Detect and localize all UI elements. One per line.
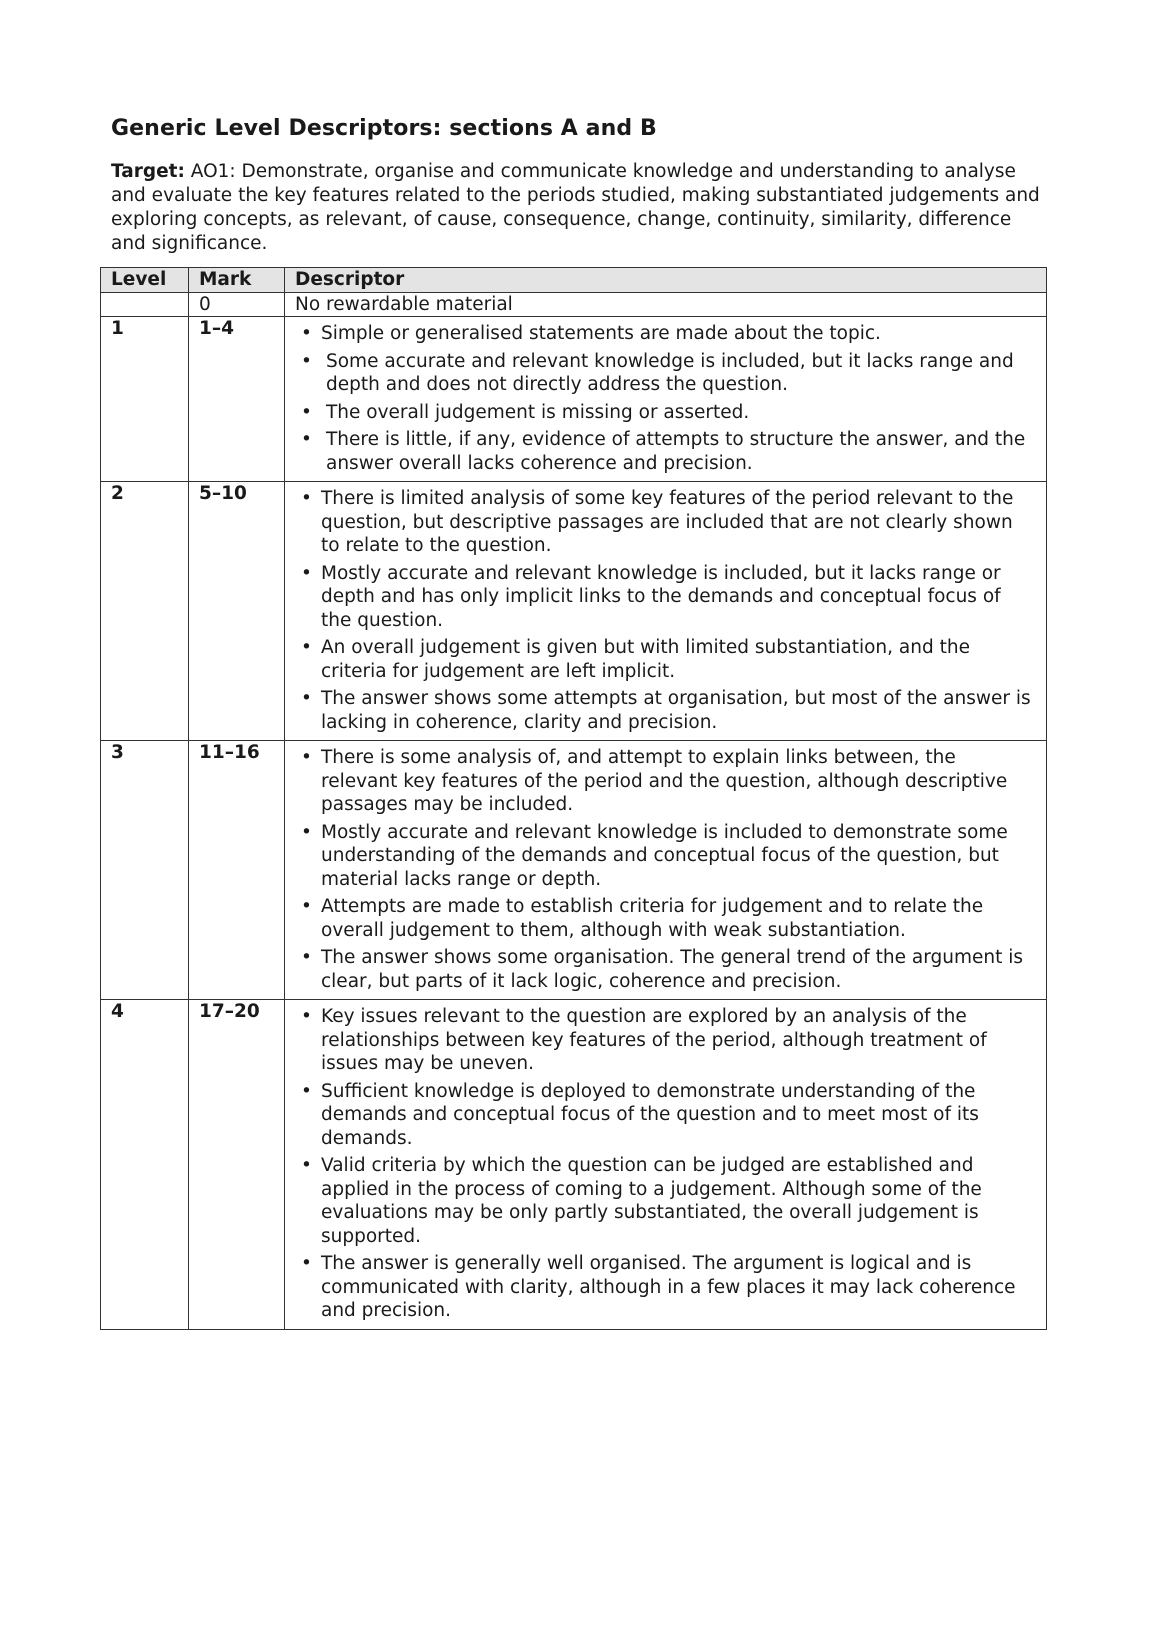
- table-header-row: [101, 268, 1047, 293]
- level-cell: 4: [101, 1000, 189, 1330]
- descriptor-item: • There is some analysis of, and attempt to explain links between, the relevant key features of the period and the question, although descriptive passages may be included.: [295, 746, 1036, 817]
- descriptor-cell: No rewardable material: [285, 292, 1047, 317]
- mark-cell: 0: [189, 292, 285, 317]
- descriptor-item: • There is little, if any, evidence of attempts to structure the answer, and the answer overall lacks coherence and precision.: [295, 428, 1036, 475]
- descriptor-item: • An overall judgement is given but with limited substantiation, and the criteria for judgement are left implicit.: [295, 636, 1036, 683]
- target-label: Target:: [111, 161, 185, 182]
- table-row-level-1: [101, 317, 1047, 482]
- table-row-level-3: [101, 741, 1047, 1000]
- descriptor-item: • Attempts are made to establish criteria for judgement and to relate the overall judgement to them, although with weak substantiation.: [295, 895, 1036, 942]
- descriptor-item: • The answer is generally well organised. The argument is logical and is communicated with clarity, although in a few places it may lack coherence and precision.: [295, 1252, 1036, 1323]
- descriptor-item: • There is limited analysis of some key features of the period relevant to the question, but descriptive passages are included that are not clearly shown to relate to the question.: [295, 487, 1036, 558]
- page-heading: Generic Level Descriptors: sections A and B: [111, 116, 657, 141]
- level-cell: 3: [101, 741, 189, 1000]
- descriptor-cell: [285, 741, 1047, 1000]
- descriptor-item: • Sufficient knowledge is deployed to demonstrate understanding of the demands and conceptual focus of the question and to meet most of its demands.: [295, 1080, 1036, 1151]
- descriptor-cell: [285, 317, 1047, 482]
- table-row-level-4: [101, 1000, 1047, 1330]
- level-cell: [101, 292, 189, 317]
- level-descriptors-table: [100, 267, 1047, 1330]
- descriptor-list: [295, 317, 1036, 481]
- descriptor-item: • The answer shows some organisation. The general trend of the argument is clear, but parts of it lack logic, coherence and precision.: [295, 946, 1036, 993]
- mark-cell: 17–20: [189, 1000, 285, 1330]
- mark-cell: 11–16: [189, 741, 285, 1000]
- descriptor-item: • Some accurate and relevant knowledge is included, but it lacks range and depth and does not directly address the question.: [295, 350, 1036, 397]
- descriptor-item: • The answer shows some attempts at organisation, but most of the answer is lacking in coherence, clarity and precision.: [295, 687, 1036, 734]
- table-row-level-2: [101, 482, 1047, 741]
- descriptor-item: • Key issues relevant to the question are explored by an analysis of the relationships between key features of the period, although treatment of issues may be uneven.: [295, 1005, 1036, 1076]
- descriptor-item: • The overall judgement is missing or asserted.: [295, 401, 1036, 425]
- descriptor-item: • Valid criteria by which the question can be judged are established and applied in the process of coming to a judgement. Although some of the evaluations may be only partly substantiated, the overall judgement is supported.: [295, 1154, 1036, 1248]
- descriptor-cell: [285, 1000, 1047, 1330]
- descriptor-item: • Mostly accurate and relevant knowledge is included to demonstrate some understanding of the demands and conceptual focus of the question, but material lacks range or depth.: [295, 821, 1036, 892]
- column-header-level: Level: [101, 268, 189, 293]
- descriptor-list: [295, 741, 1036, 999]
- descriptor-item: • Simple or generalised statements are made about the topic.: [295, 322, 1036, 346]
- level-cell: 1: [101, 317, 189, 482]
- mark-cell: 1–4: [189, 317, 285, 482]
- target-text: AO1: Demonstrate, organise and communicate knowledge and understanding to analyse and evaluate the key features related to the periods studied, making substantiated judgements and exploring concepts, as relevant, of cause, consequence, change, continuity, similarity, difference and significance.: [111, 161, 1040, 254]
- descriptor-list: [295, 1000, 1036, 1329]
- column-header-mark: Mark: [189, 268, 285, 293]
- column-header-descriptor: Descriptor: [285, 268, 1047, 293]
- table-row-zero: [101, 292, 1047, 317]
- level-cell: 2: [101, 482, 189, 741]
- descriptor-item: • Mostly accurate and relevant knowledge is included, but it lacks range or depth and has only implicit links to the demands and conceptual focus of the question.: [295, 562, 1036, 633]
- target-statement: [111, 160, 1041, 256]
- descriptor-list: [295, 482, 1036, 740]
- descriptor-cell: [285, 482, 1047, 741]
- mark-cell: 5–10: [189, 482, 285, 741]
